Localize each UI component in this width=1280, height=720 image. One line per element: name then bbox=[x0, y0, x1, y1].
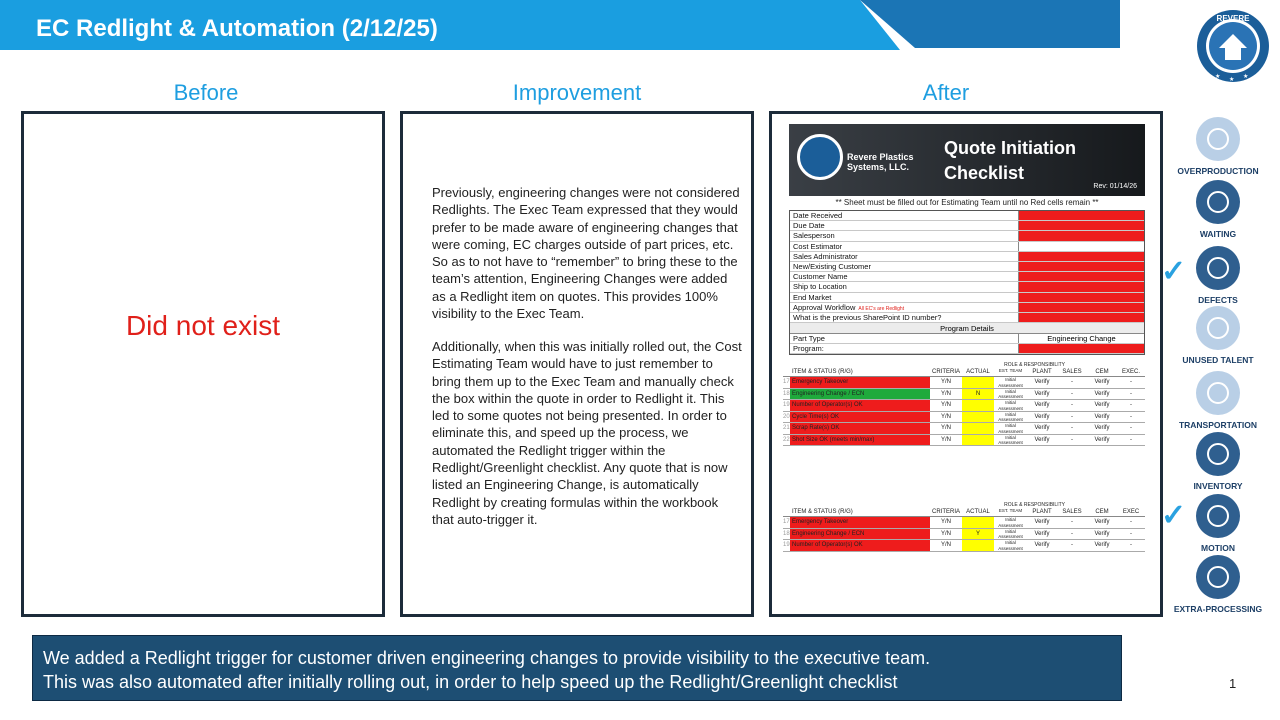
table-cell-item: Scrap Rate(s) OK bbox=[790, 423, 930, 434]
checklist-field-label: Cost Estimator bbox=[790, 242, 1019, 251]
waste-label: MOTION bbox=[1201, 543, 1235, 553]
waste-item bbox=[1170, 432, 1266, 491]
before-panel bbox=[21, 111, 385, 617]
table-cell-item: Engineering Change / ECN bbox=[790, 389, 930, 400]
table-header-cell: CRITERIA bbox=[931, 369, 960, 375]
did-not-exist-text: Did not exist bbox=[125, 310, 281, 341]
table-cell-exec: - bbox=[1130, 436, 1132, 443]
table-cell-cem: Verify bbox=[1094, 519, 1110, 525]
row-number: 19 bbox=[783, 402, 790, 408]
table-cell-actual: N bbox=[962, 389, 994, 400]
table-cell-exec: - bbox=[1130, 530, 1132, 537]
row-number: 21 bbox=[783, 425, 790, 431]
checklist-field-label: Date Received bbox=[790, 211, 1019, 220]
row-number: 22 bbox=[783, 436, 790, 443]
checklist-field-row bbox=[790, 272, 1144, 282]
logo-text: REVERE bbox=[1216, 14, 1250, 23]
checklist-title-line-2: Checklist bbox=[944, 163, 1025, 183]
summary-box bbox=[32, 635, 1122, 701]
table-cell-item: Emergency Takeover bbox=[790, 377, 930, 388]
table-cell-criteria: Y/N bbox=[940, 413, 951, 420]
table-header-cell: CEM bbox=[1095, 509, 1109, 515]
checklist-field-label: What is the previous SharePoint ID number? bbox=[790, 313, 1019, 322]
responsibility-table-2 bbox=[783, 502, 1145, 552]
checklist-form bbox=[789, 210, 1145, 355]
table-cell-criteria: Y/N bbox=[940, 379, 951, 385]
checklist-field-value bbox=[1019, 262, 1144, 271]
table-row bbox=[783, 400, 1145, 412]
checklist-title-line-1: Quote Initiation bbox=[944, 138, 1076, 158]
table-header-cell: EST. TEAM bbox=[998, 368, 1023, 373]
table-cell-actual bbox=[962, 540, 994, 551]
table-header-cell: EST. TEAM bbox=[998, 508, 1023, 513]
revere-logo bbox=[1195, 8, 1271, 84]
table-cell-actual: Y bbox=[962, 529, 994, 540]
waste-label: INVENTORY bbox=[1193, 481, 1243, 491]
program-label: Program: bbox=[790, 344, 1019, 353]
improvement-paragraph-1: Previously, engineering changes were not considered Redlights. The Exec Team expressed that they would prefer to be made aware of engineering changes that were coming, EC charges outside of part prices, etc. So as to not have to “remember” to bring these to the team’s attention, Engineering Changes were added as a Redlight item on quotes. This provides 100% visibility to the Exec Team. bbox=[432, 185, 740, 322]
waste-label: UNUSED TALENT bbox=[1182, 355, 1254, 365]
company-seal-icon bbox=[797, 134, 843, 180]
table-cell-est: Initial Assessment bbox=[998, 400, 1023, 411]
waste-label: EXTRA-PROCESSING bbox=[1173, 604, 1263, 614]
checklist-field-row bbox=[790, 282, 1144, 292]
table-cell-est: Initial Assessment bbox=[998, 517, 1023, 528]
prohibited-icon bbox=[1196, 246, 1240, 290]
table-cell-exec: - bbox=[1130, 390, 1132, 397]
shuffle-icon bbox=[1196, 555, 1240, 599]
table-cell-plant: Verify bbox=[1034, 390, 1050, 397]
row-number: 18 bbox=[783, 390, 790, 397]
checklist-field-row bbox=[790, 293, 1144, 303]
column-header-after: After bbox=[922, 80, 970, 105]
svg-text:★: ★ bbox=[1243, 74, 1249, 80]
checklist-field-value bbox=[1019, 293, 1144, 302]
table-header-cell: CRITERIA bbox=[931, 509, 960, 515]
waste-item bbox=[1170, 180, 1266, 239]
motion-check-icon: ✓ bbox=[1161, 499, 1187, 532]
table-cell-exec: - bbox=[1130, 519, 1132, 525]
checklist-field-value bbox=[1019, 303, 1144, 312]
program-row bbox=[790, 344, 1144, 354]
table-cell-item: Emergency Takeover bbox=[790, 517, 930, 528]
table-cell-sales: - bbox=[1071, 425, 1073, 431]
waste-item bbox=[1170, 306, 1266, 365]
truck-icon bbox=[1196, 371, 1240, 415]
table-cell-cem: Verify bbox=[1094, 379, 1110, 385]
table-header-cell: SALES bbox=[1062, 369, 1082, 375]
table-cell-criteria: Y/N bbox=[940, 519, 951, 525]
table-row bbox=[783, 540, 1145, 552]
checklist-field-value bbox=[1019, 231, 1144, 240]
table-header-row bbox=[783, 368, 1145, 377]
table-cell-criteria: Y/N bbox=[940, 436, 951, 443]
table-cell-exec: - bbox=[1130, 402, 1132, 408]
table-header-cell: SALES bbox=[1062, 509, 1082, 515]
summary-line-2: This was also automated after initially rolling out, in order to help speed up the Redlight/Greenlight checklist bbox=[43, 672, 898, 692]
table-row bbox=[783, 389, 1145, 401]
checklist-field-value bbox=[1019, 221, 1144, 230]
part-type-row bbox=[790, 334, 1144, 344]
svg-text:★: ★ bbox=[1229, 77, 1235, 83]
table2-caption: ROLE & RESPONSIBILITY bbox=[1004, 502, 1065, 508]
table-cell-sales: - bbox=[1071, 413, 1073, 420]
responsibility-table-1 bbox=[783, 362, 1145, 446]
table-row bbox=[783, 423, 1145, 435]
summary-line-1: We added a Redlight trigger for customer driven engineering changes to provide visibility to the executive team. bbox=[43, 648, 931, 668]
table-header-cell: PLANT bbox=[1032, 369, 1052, 375]
table-cell-cem: Verify bbox=[1094, 402, 1110, 408]
checklist-revision: Rev: 01/14/26 bbox=[1093, 183, 1137, 190]
checklist-field-row bbox=[790, 303, 1144, 313]
checklist-field-row bbox=[790, 211, 1144, 221]
checklist-field-row bbox=[790, 221, 1144, 231]
checklist-company: Revere Plastics Systems, LLC. bbox=[847, 152, 914, 172]
table-cell-exec: - bbox=[1130, 413, 1132, 420]
factory-icon bbox=[1196, 117, 1240, 161]
part-type-value: Engineering Change bbox=[1047, 334, 1116, 344]
table-cell-sales: - bbox=[1071, 436, 1073, 443]
approval-note: All EC's are Redlight bbox=[858, 305, 905, 312]
column-header-before: Before bbox=[173, 80, 239, 105]
table-cell-criteria: Y/N bbox=[940, 542, 951, 548]
table-cell-actual bbox=[962, 377, 994, 388]
table-cell-cem: Verify bbox=[1094, 542, 1110, 548]
checklist-field-label: Due Date bbox=[790, 221, 1019, 230]
table-cell-plant: Verify bbox=[1034, 413, 1050, 420]
table-cell-est: Initial Assessment bbox=[998, 411, 1023, 422]
improvement-panel bbox=[400, 111, 754, 617]
row-number: 19 bbox=[783, 542, 790, 548]
table-cell-plant: Verify bbox=[1034, 402, 1050, 408]
table-cell-criteria: Y/N bbox=[940, 530, 951, 537]
page-title: EC Redlight & Automation (2/12/25) bbox=[36, 15, 438, 42]
checklist-field-row bbox=[790, 313, 1144, 323]
checklist-field-label: New/Existing Customer bbox=[790, 262, 1019, 271]
table-cell-plant: Verify bbox=[1034, 379, 1050, 385]
checklist-field-value bbox=[1019, 252, 1144, 261]
program-value bbox=[1019, 344, 1144, 353]
boxes-icon bbox=[1196, 432, 1240, 476]
table-row bbox=[783, 529, 1145, 541]
improvement-paragraph-2: Additionally, when this was initially rolled out, the Cost Estimating Team would have to just remember to bring them up to the Exec Team and manually check the box within the quote in order to Redlight it. This led to some quotes not being presented. In order to eliminate this, and speed up the process, we automated the Redlight trigger within the Redlight/Greenlight checklist. Any quote that is now listed an Engineering Change, is automatically Redlight by creating formulas within the workbook that auto-trigger it. bbox=[432, 339, 742, 527]
checklist-field-value bbox=[1019, 211, 1144, 220]
table-row bbox=[783, 412, 1145, 424]
table-header-cell: EXEC. bbox=[1121, 369, 1140, 375]
program-details-header: Program Details bbox=[790, 323, 1144, 334]
waste-label: DEFECTS bbox=[1198, 295, 1238, 305]
table-cell-sales: - bbox=[1071, 530, 1073, 537]
table-cell-cem: Verify bbox=[1094, 425, 1110, 431]
table-cell-item: Number of Operator(s) OK bbox=[790, 540, 930, 551]
checklist-field-label: Salesperson bbox=[790, 231, 1019, 240]
table-cell-sales: - bbox=[1071, 519, 1073, 525]
table-cell-cem: Verify bbox=[1094, 390, 1110, 397]
table-cell-cem: Verify bbox=[1094, 436, 1110, 443]
checklist-field-label: Ship to Location bbox=[790, 282, 1019, 291]
table-cell-plant: Verify bbox=[1034, 436, 1050, 443]
waste-item bbox=[1170, 555, 1266, 614]
table-cell-est: Initial Assessment bbox=[998, 540, 1023, 551]
waste-item bbox=[1170, 371, 1266, 430]
table-cell-exec: - bbox=[1130, 379, 1132, 385]
table-cell-sales: - bbox=[1071, 402, 1073, 408]
table-cell-est: Initial Assessment bbox=[998, 423, 1023, 434]
row-number: 17 bbox=[783, 519, 790, 525]
svg-text:★: ★ bbox=[1215, 74, 1221, 80]
table-cell-est: Initial Assessment bbox=[998, 528, 1023, 539]
checklist-field-row bbox=[790, 231, 1144, 241]
table-row bbox=[783, 435, 1145, 447]
checklist-field-value bbox=[1019, 242, 1144, 251]
banner-dark-section bbox=[860, 0, 1120, 48]
table-header-cell: ITEM & STATUS (R/G) bbox=[792, 509, 853, 515]
waste-label: WAITING bbox=[1199, 229, 1237, 239]
table-cell-plant: Verify bbox=[1034, 519, 1050, 525]
table-cell-item: Number of Operator(s) OK bbox=[790, 400, 930, 411]
table-cell-cem: Verify bbox=[1094, 530, 1110, 537]
table-cell-plant: Verify bbox=[1034, 425, 1050, 431]
checklist-field-label: Sales Administrator bbox=[790, 252, 1019, 261]
table-cell-plant: Verify bbox=[1034, 542, 1050, 548]
table-header-cell: ACTUAL bbox=[966, 509, 990, 515]
table-cell-actual bbox=[962, 423, 994, 434]
table-header-row bbox=[783, 508, 1145, 517]
table-cell-actual bbox=[962, 400, 994, 411]
part-type-label: Part Type bbox=[790, 334, 1019, 343]
checklist-field-row bbox=[790, 252, 1144, 262]
waste-label: OVERPRODUCTION bbox=[1177, 166, 1259, 176]
table-cell-item: Engineering Change / ECN bbox=[790, 529, 930, 540]
table-header-cell: CEM bbox=[1095, 369, 1109, 375]
table-cell-plant: Verify bbox=[1034, 530, 1050, 537]
table1-caption: ROLE & RESPONSIBILITY bbox=[1004, 362, 1065, 368]
table-cell-sales: - bbox=[1071, 390, 1073, 397]
table-cell-sales: - bbox=[1071, 379, 1073, 385]
table-cell-item: Cycle Time(s) OK bbox=[790, 412, 930, 423]
checklist-field-row bbox=[790, 242, 1144, 252]
table-cell-est: Initial Assessment bbox=[998, 377, 1023, 388]
table-cell-actual bbox=[962, 517, 994, 528]
table-cell-cem: Verify bbox=[1094, 413, 1110, 420]
after-panel bbox=[769, 111, 1163, 617]
row-number: 20 bbox=[783, 413, 790, 420]
table-cell-item: Shot Size OK (meets min/max) bbox=[790, 435, 930, 446]
person-search-icon bbox=[1196, 306, 1240, 350]
waste-label: TRANSPORTATION bbox=[1178, 420, 1258, 430]
table-row bbox=[783, 377, 1145, 389]
clock-icon bbox=[1196, 180, 1240, 224]
table-cell-criteria: Y/N bbox=[940, 402, 951, 408]
table-header-cell: ITEM & STATUS (R/G) bbox=[792, 369, 853, 375]
column-header-improvement: Improvement bbox=[512, 80, 642, 105]
checklist-field-label: End Market bbox=[790, 293, 1019, 302]
table-cell-actual bbox=[962, 435, 994, 446]
page-number: 1 bbox=[1229, 676, 1237, 691]
checklist-field-label: Approval Workflow All EC's are Redlight bbox=[790, 303, 1019, 312]
table-header-cell: ACTUAL bbox=[966, 369, 990, 375]
defects-check-icon: ✓ bbox=[1161, 255, 1187, 288]
motion-icon bbox=[1196, 494, 1240, 538]
table-cell-criteria: Y/N bbox=[940, 390, 951, 397]
checklist-field-row bbox=[790, 262, 1144, 272]
table-cell-actual bbox=[962, 412, 994, 423]
checklist-field-value bbox=[1019, 272, 1144, 281]
checklist-note: ** Sheet must be filled out for Estimating Team until no Red cells remain ** bbox=[835, 198, 1099, 207]
table-cell-exec: - bbox=[1130, 542, 1132, 548]
checklist-title bbox=[944, 136, 1076, 186]
table-cell-est: Initial Assessment bbox=[998, 388, 1023, 399]
checklist-field-label: Customer Name bbox=[790, 272, 1019, 281]
checklist-field-value bbox=[1019, 282, 1144, 291]
table-cell-sales: - bbox=[1071, 542, 1073, 548]
row-number: 18 bbox=[783, 530, 790, 537]
table-cell-exec: - bbox=[1130, 425, 1132, 431]
row-number: 17 bbox=[783, 379, 790, 385]
checklist-header bbox=[789, 124, 1145, 196]
header-banner bbox=[0, 0, 1120, 50]
table-header-cell: PLANT bbox=[1032, 509, 1052, 515]
table-header-cell: EXEC bbox=[1122, 509, 1140, 515]
checklist-field-value bbox=[1019, 313, 1144, 322]
table-row bbox=[783, 517, 1145, 529]
table-cell-criteria: Y/N bbox=[940, 425, 951, 431]
table-cell-est: Initial Assessment bbox=[998, 434, 1023, 445]
waste-item bbox=[1170, 117, 1266, 176]
